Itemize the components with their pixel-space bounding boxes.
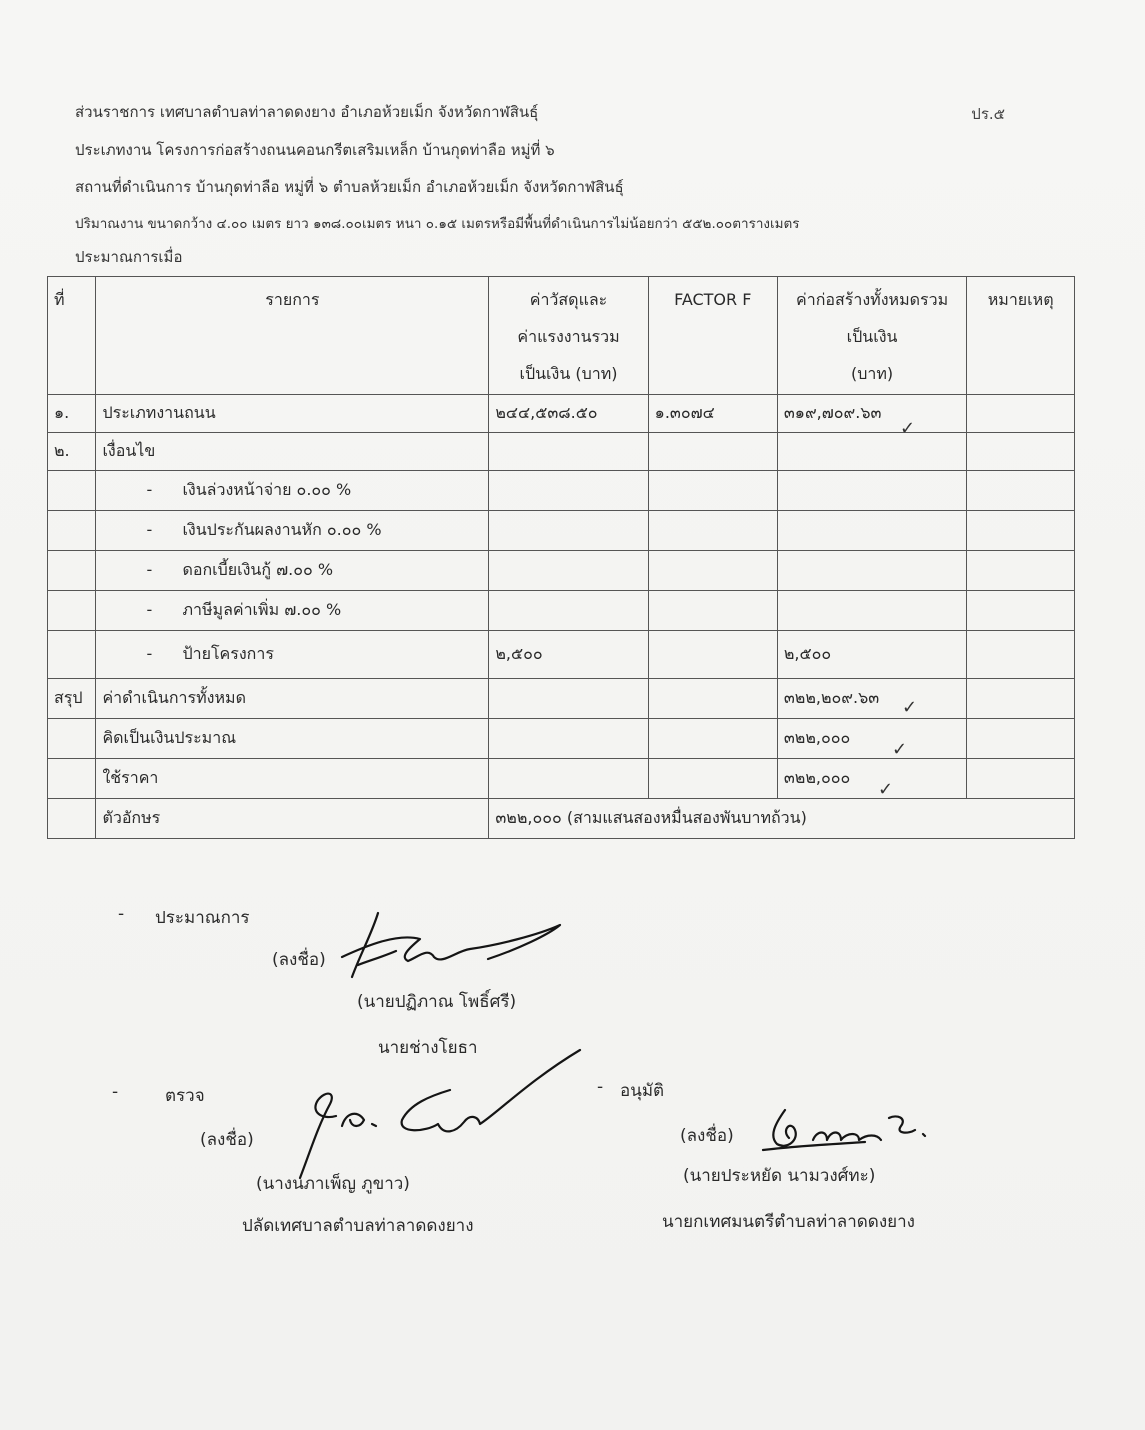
header-agency: ส่วนราชการ เทศบาลตำบลท่าลาดดงยาง อำเภอห้วยเม็ก จังหวัดกาฬสินธุ์ bbox=[75, 103, 539, 121]
table-row: - เงินประกันผลงานหัก ๐.๐๐ % bbox=[48, 511, 1075, 551]
checker-dash: - bbox=[112, 1082, 119, 1102]
estimator-sign-label: (ลงชื่อ) bbox=[272, 950, 326, 970]
approver-sign-label: (ลงชื่อ) bbox=[680, 1126, 734, 1146]
header-location: สถานที่ดำเนินการ บ้านกุดท่าลือ หมู่ที่ ๖ ตำบลห้วยเม็ก อำเภอห้วยเม็ก จังหวัดกาฬสินธุ์ bbox=[75, 178, 624, 196]
checker-role: ตรวจ bbox=[165, 1086, 205, 1106]
table-header-row bbox=[48, 277, 1075, 395]
header-item: รายการ bbox=[96, 277, 489, 395]
header-work-type: ประเภทงาน โครงการก่อสร้างถนนคอนกรีตเสริมเหล็ก บ้านกุดท่าลือ หมู่ที่ ๖ bbox=[75, 141, 555, 159]
table-row: - ป้ายโครงการ ๒,๕๐๐ ๒,๕๐๐ bbox=[48, 631, 1075, 679]
checkmark-icon: ✓ bbox=[892, 739, 908, 760]
amount-in-words: ๓๒๒,๐๐๐ (สามแสนสองหมื่นสองพันบาทถ้วน) bbox=[489, 799, 1075, 839]
header-cost: ค่าวัสดุและ ค่าแรงงานรวม เป็นเงิน (บาท) bbox=[489, 277, 648, 395]
table-row: ใช้ราคา ๓๒๒,๐๐๐ bbox=[48, 759, 1075, 799]
table-row: - ดอกเบี้ยเงินกู้ ๗.๐๐ % bbox=[48, 551, 1075, 591]
checker-name: (นางนภาเพ็ญ ภูขาว) bbox=[256, 1174, 410, 1194]
table-row: ตัวอักษร ๓๒๒,๐๐๐ (สามแสนสองหมื่นสองพันบาทถ้วน) bbox=[48, 799, 1075, 839]
table-row: สรุป ค่าดำเนินการทั้งหมด ๓๒๒,๒๐๙.๖๓ bbox=[48, 679, 1075, 719]
approver-role: อนุมัติ bbox=[620, 1081, 665, 1101]
header-estimate-date: ประมาณการเมื่อ bbox=[75, 248, 183, 266]
table-row: - เงินล่วงหน้าจ่าย ๐.๐๐ % bbox=[48, 471, 1075, 511]
checker-sign-label: (ลงชื่อ) bbox=[200, 1130, 254, 1150]
checker-position: ปลัดเทศบาลตำบลท่าลาดดงยาง bbox=[242, 1216, 474, 1236]
table-row: - ภาษีมูลค่าเพิ่ม ๗.๐๐ % bbox=[48, 591, 1075, 631]
checkmark-icon: ✓ bbox=[900, 418, 916, 439]
estimator-role: ประมาณการ bbox=[155, 908, 250, 928]
checkmark-icon: ✓ bbox=[902, 697, 918, 718]
approver-signature bbox=[755, 1100, 935, 1160]
checkmark-icon: ✓ bbox=[878, 779, 894, 800]
approver-dash: - bbox=[597, 1077, 604, 1097]
estimator-dash: - bbox=[118, 904, 125, 924]
header-quantity: ปริมาณงาน ขนาดกว้าง ๔.๐๐ เมตร ยาว ๑๓๘.๐๐เมตร หนา ๐.๑๕ เมตรหรือมีพื้นที่ดำเนินการไม่น้อยกว่า ๕๕๒.๐๐ตารางเมตร bbox=[75, 216, 800, 232]
header-note: หมายเหตุ bbox=[967, 277, 1075, 395]
header-factor: FACTOR F bbox=[648, 277, 777, 395]
approver-name: (นายประหยัด นามวงศ์ทะ) bbox=[683, 1166, 876, 1186]
cost-estimate-table bbox=[47, 276, 1075, 839]
table-row: ๒. เงื่อนไข bbox=[48, 433, 1075, 471]
approver-position: นายกเทศมนตรีตำบลท่าลาดดงยาง bbox=[662, 1212, 915, 1232]
table-row: ๑. ประเภทงานถนน ๒๔๔,๕๓๘.๕๐ ๑.๓๐๗๔ ๓๑๙,๗๐๙.๖๓ bbox=[48, 395, 1075, 433]
header-no: ที่ bbox=[48, 277, 96, 395]
estimator-name: (นายปฏิภาณ โพธิ์ศรี) bbox=[357, 992, 517, 1012]
checker-signature bbox=[280, 1040, 600, 1190]
table-row: คิดเป็นเงินประมาณ ๓๒๒,๐๐๐ bbox=[48, 719, 1075, 759]
header-total: ค่าก่อสร้างทั้งหมดรวม เป็นเงิน (บาท) bbox=[777, 277, 966, 395]
estimator-position: นายช่างโยธา bbox=[378, 1038, 478, 1058]
estimator-signature bbox=[338, 905, 578, 985]
form-code: ปร.๕ bbox=[971, 105, 1005, 123]
